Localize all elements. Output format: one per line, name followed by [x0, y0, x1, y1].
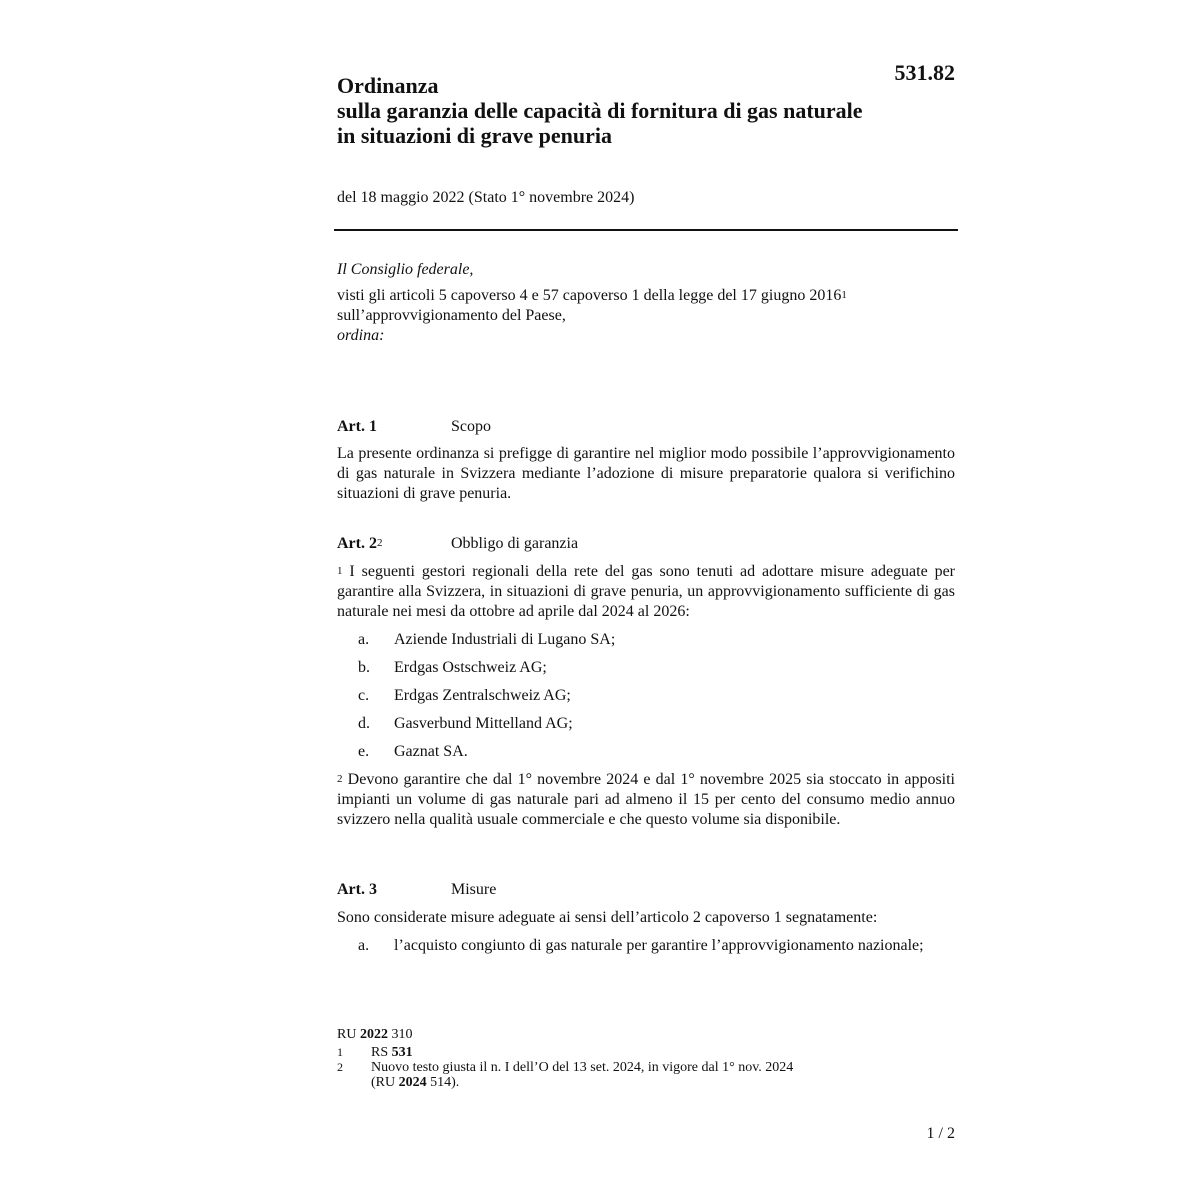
- article-3: [337, 880, 955, 964]
- article-3-heading: [337, 880, 955, 900]
- list-item-letter: d.: [358, 715, 370, 732]
- list-item-letter: a.: [358, 937, 370, 954]
- list-item: [337, 936, 955, 956]
- article-2-paragraph-2: [337, 770, 955, 830]
- article-1: [337, 417, 955, 504]
- title-line-1: Ordinanza: [337, 73, 439, 98]
- footnote-1-bold: 531: [391, 1045, 413, 1060]
- article-3-list: [337, 936, 955, 956]
- footnote-1-number: 1: [337, 1045, 343, 1059]
- list-item: [337, 714, 955, 734]
- ru-prefix: RU: [337, 1027, 357, 1042]
- list-item-text: Aziende Industriali di Lugano SA;: [394, 631, 616, 648]
- footnote-ref-1[interactable]: 1: [841, 289, 847, 301]
- list-item-letter: c.: [358, 687, 370, 704]
- list-item-text: Erdgas Ostschweiz AG;: [394, 659, 547, 676]
- list-item: [337, 686, 955, 706]
- ru-year: 2022: [359, 1027, 388, 1042]
- list-item-text: Gaznat SA.: [394, 743, 468, 760]
- document-date: del 18 maggio 2022 (Stato 1° novembre 2024): [337, 189, 635, 206]
- article-2-list: [337, 630, 955, 762]
- list-item-text: Gasverbund Mittelland AG;: [394, 715, 573, 732]
- footnotes: [337, 1027, 955, 1090]
- paragraph-number-2: 2: [337, 773, 343, 785]
- footnote-1-text: [371, 1045, 955, 1060]
- list-item-text: Erdgas Zentralschweiz AG;: [394, 687, 571, 704]
- official-compilation-ref: [337, 1027, 955, 1043]
- article-2-title: Obbligo di garanzia: [451, 535, 579, 552]
- document-title: [337, 73, 937, 148]
- footnote-2-ru-prefix: (RU: [371, 1075, 396, 1090]
- footnote-1: [337, 1045, 955, 1060]
- footnote-2-number: 2: [337, 1060, 343, 1074]
- document-page: [337, 0, 955, 1200]
- ru-page: 310: [391, 1027, 413, 1042]
- list-item: [337, 630, 955, 650]
- preamble-decree: ordina:: [337, 327, 385, 344]
- article-3-title: Misure: [451, 881, 497, 898]
- article-1-title: Scopo: [451, 418, 491, 435]
- article-2-heading: [337, 534, 955, 554]
- footnote-1-prefix: RS: [371, 1045, 389, 1060]
- footnote-2-line-1: Nuovo testo giusta il n. I dell’O del 13 set. 2024, in vigore dal 1° nov. 2024: [371, 1060, 794, 1075]
- list-item: [337, 658, 955, 678]
- article-1-number: Art. 1: [337, 418, 377, 435]
- footnote-2: [337, 1060, 955, 1090]
- article-3-text: Sono considerate misure adeguate ai sensi dell’articolo 2 capoverso 1 segnatamente:: [337, 909, 878, 926]
- header-divider: [334, 229, 958, 231]
- article-2: [337, 534, 955, 830]
- article-3-number: Art. 3: [337, 881, 377, 898]
- list-item: [337, 742, 955, 762]
- title-line-2: sulla garanzia delle capacità di fornitura di gas naturale: [337, 98, 863, 123]
- preamble-basis-line-2: sull’approvvigionamento del Paese,: [337, 307, 566, 324]
- page-number: 1 / 2: [926, 1125, 955, 1142]
- footnote-2-text: [371, 1060, 955, 1090]
- footnote-ref-2[interactable]: 2: [376, 537, 383, 549]
- list-item-letter: a.: [358, 631, 370, 648]
- preamble: [337, 260, 955, 346]
- preamble-basis: [337, 286, 955, 326]
- preamble-basis-line-1: visti gli articoli 5 capoverso 4 e 57 capoverso 1 della legge del 17 giugno 2016: [337, 287, 842, 304]
- article-1-heading: [337, 417, 955, 437]
- paragraph-number-1: 1: [337, 565, 343, 577]
- list-item-letter: b.: [358, 659, 370, 676]
- article-2-number-text: Art. 2: [337, 535, 377, 552]
- article-2-paragraph-1-text: I seguenti gestori regionali della rete del gas sono tenuti ad adottare misure adeguate per garantire alla Svizzera, in situazioni di grave penuria, un approvvigionamento sufficiente di gas naturale nei mesi da ottobre ad aprile dal 2024 al 2026:: [337, 563, 956, 620]
- title-line-3: in situazioni di grave penuria: [337, 123, 613, 148]
- footnote-2-ru-page: 514).: [430, 1075, 460, 1090]
- article-1-text: La presente ordinanza si prefigge di garantire nel miglior modo possibile l’approvvigionamento di gas naturale in Svizzera mediante l’adozione di misure preparatorie qualora si verifichino situazioni di grave penuria.: [337, 445, 955, 502]
- list-item-letter: e.: [358, 743, 370, 760]
- footnote-2-ru-year: 2024: [398, 1075, 427, 1090]
- article-2-number: [337, 534, 451, 554]
- list-item-text: l’acquisto congiunto di gas naturale per garantire l’approvvigionamento nazionale;: [394, 937, 924, 954]
- article-2-paragraph-1: [337, 562, 955, 622]
- sr-number: 531.82: [894, 60, 955, 85]
- article-2-paragraph-2-text: Devono garantire che dal 1° novembre 2024 e dal 1° novembre 2025 sia stoccato in appositi impianti un volume di gas naturale pari ad almeno il 15 per cento del consumo medio annuo svizzero nella qualità usuale commerciale e che questo volume sia disponibile.: [337, 771, 956, 828]
- preamble-authority: Il Consiglio federale,: [337, 261, 474, 278]
